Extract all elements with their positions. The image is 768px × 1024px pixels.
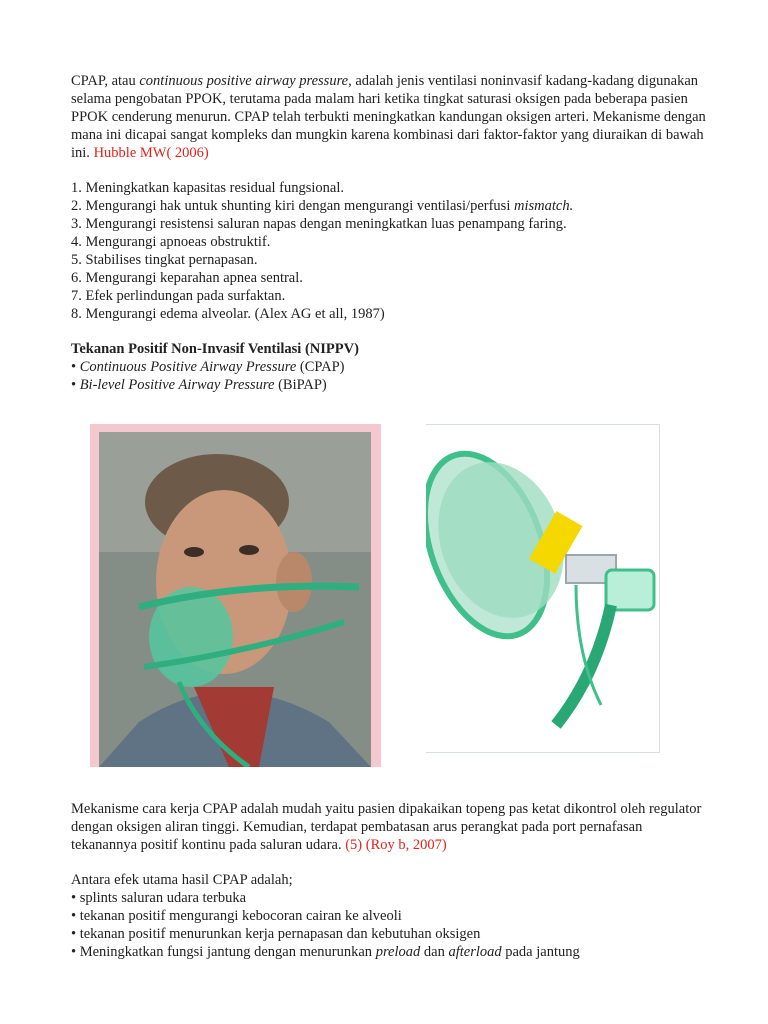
bullet-term: afterload	[448, 944, 502, 960]
intro-paragraph	[71, 72, 711, 162]
bullet-item	[71, 358, 711, 376]
list-item: 8. Mengurangi edema alveolar. (Alex AG et all, 1987)	[71, 306, 385, 322]
list-item-text: 2. Mengurangi hak untuk shunting kiri dengan mengurangi ventilasi/perfusi	[71, 198, 514, 214]
list-item: 1. Meningkatkan kapasitas residual fungsional.	[71, 180, 345, 196]
bullet-term: Continuous Positive Airway Pressure	[79, 359, 297, 375]
mechanism-citation: (5) (Roy b, 2007)	[345, 837, 447, 853]
list-item: 6. Mengurangi keparahan apnea sentral.	[71, 270, 303, 286]
mechanism-paragraph	[71, 800, 711, 854]
bullet-item: • tekanan positif mengurangi kebocoran cairan ke alveoli	[71, 908, 402, 924]
list-item: 7. Efek perlindungan pada surfaktan.	[71, 288, 286, 304]
patient-mask-photo	[90, 424, 381, 767]
figures	[71, 424, 711, 776]
bullet-item	[71, 376, 711, 394]
bullet: •	[71, 359, 80, 375]
intro-text-rest: adalah jenis ventilasi noninvasif kadang-kadang digunakan selama pengobatan PPOK, terutama pada malam hari ketika tingkat saturasi oksigen pada beberapa pasien PPOK cenderung menurun. CPAP telah terbukti meningkatkan kandungan oksigen arteri. Mekanisme dengan mana ini dicapai sangat kompleks dan mungkin karena kombinasi dari faktor-faktor yang diuraikan di bawah ini.	[71, 73, 706, 161]
intro-citation: Hubble MW( 2006)	[93, 145, 209, 161]
bullet-item: • tekanan positif menurunkan kerja pernapasan dan kebutuhan oksigen	[71, 926, 481, 942]
intro-text: CPAP, atau	[71, 73, 140, 89]
bullet-item	[71, 943, 711, 961]
list-item-term: mismatch.	[513, 198, 574, 214]
bullet-text: • Meningkatkan fungsi jantung dengan menurunkan	[71, 944, 376, 960]
bullet-text: pada jantung	[501, 944, 580, 960]
nippv-section	[71, 340, 711, 394]
bullet-item: • splints saluran udara terbuka	[71, 890, 246, 906]
list-item	[71, 197, 711, 215]
list-item: 5. Stabilises tingkat pernapasan.	[71, 252, 258, 268]
effects-section	[71, 871, 711, 961]
bullet-term: preload	[375, 944, 421, 960]
bullet-abbrev: (BiPAP)	[274, 377, 327, 393]
bullet-text: dan	[420, 944, 449, 960]
list-item: 3. Mengurangi resistensi saluran napas dengan meningkatkan luas penampang faring.	[71, 216, 567, 232]
document-page	[71, 72, 711, 961]
cpap-mask-product-photo	[426, 424, 660, 753]
section-heading: Tekanan Positif Non-Invasif Ventilasi (NIPPV)	[71, 341, 359, 357]
list-item: 4. Mengurangi apnoeas obstruktif.	[71, 234, 271, 250]
bullet-term: Bi-level Positive Airway Pressure	[79, 377, 275, 393]
effects-intro: Antara efek utama hasil CPAP adalah;	[71, 872, 293, 888]
mechanism-text: Mekanisme cara kerja CPAP adalah mudah yaitu pasien dipakaikan topeng pas ketat dikontrol oleh regulator dengan oksigen aliran tinggi. Kemudian, terdapat pembatasan arus perangkat pada port pernafasan tekanannya positif kontinu pada saluran udara.	[71, 801, 702, 853]
bullet-abbrev: (CPAP)	[296, 359, 345, 375]
intro-term: continuous positive airway pressure,	[139, 73, 352, 89]
mechanism-list	[71, 179, 711, 323]
bullet: •	[71, 377, 80, 393]
